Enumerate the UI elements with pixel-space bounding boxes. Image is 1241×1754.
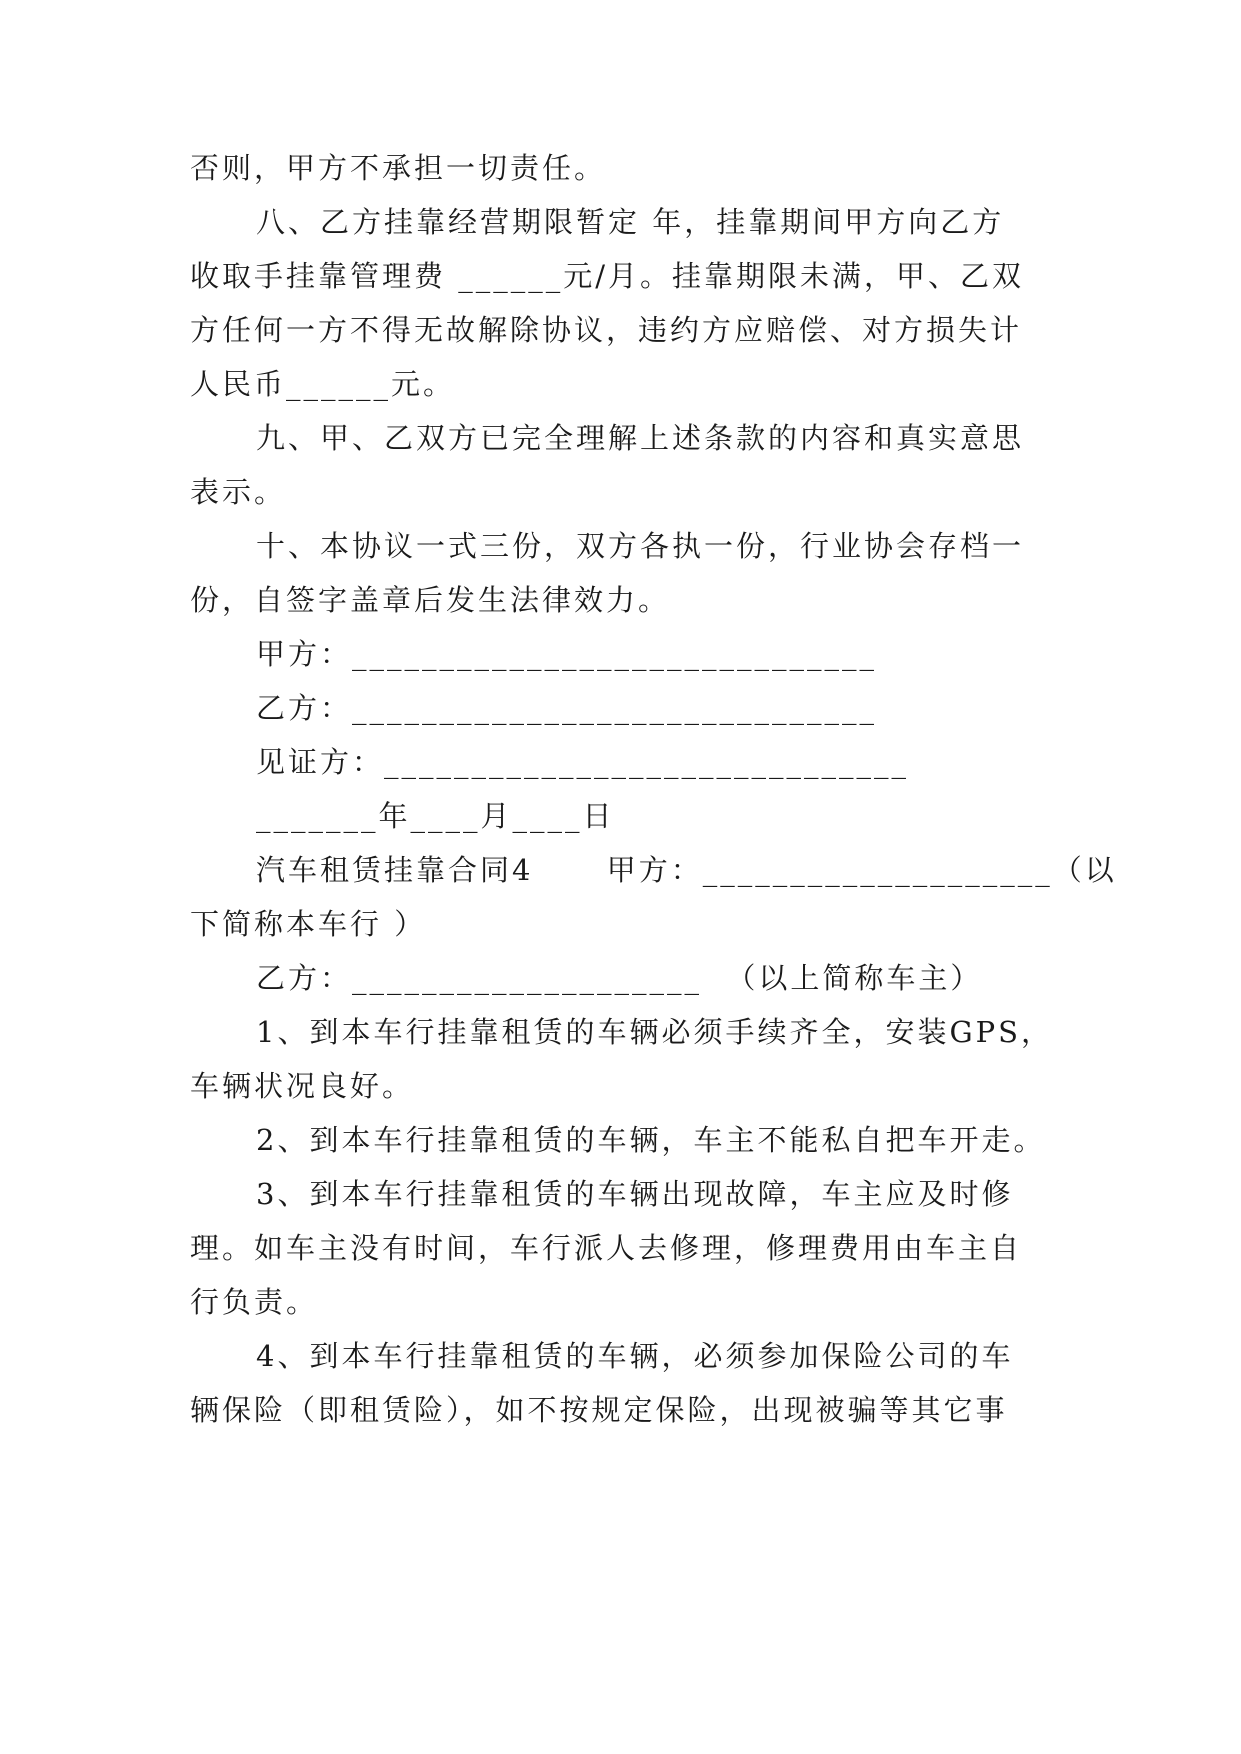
text-line: 下简称本车行 ） [190,907,427,941]
text-line: 人民币______元。 [190,367,456,401]
text-line: 辆保险（即租赁险），如不按规定保险，出现被骗等其它事 [190,1393,1008,1427]
text-line: 表示。 [190,475,287,509]
signature-line-witness: 见证方：______________________________ [256,745,910,779]
text-line: 3、到本车行挂靠租赁的车辆出现故障，车主应及时修 [256,1177,1014,1211]
text-line: 1、到本车行挂靠租赁的车辆必须手续齐全，安装GPS， [256,1015,1053,1049]
signature-line-party-b: 乙方：______________________________ [256,691,878,725]
text-line: 4、到本车行挂靠租赁的车辆，必须参加保险公司的车 [256,1339,1014,1373]
text-line: 车辆状况良好。 [190,1069,415,1103]
date-line: _______年____月____日 [256,799,615,833]
signature-line-party-a: 甲方：______________________________ [256,637,878,671]
text-line: 九、甲、乙双方已完全理解上述条款的内容和真实意思 [256,421,1025,455]
text-line: 2、到本车行挂靠租赁的车辆，车主不能私自把车开走。 [256,1123,1046,1157]
text-line: 十、本协议一式三份，双方各执一份，行业协会存档一 [256,529,1025,563]
text-line: 理。如车主没有时间，车行派人去修理，修理费用由车主自 [190,1231,1023,1265]
text-line: 行负责。 [190,1285,319,1319]
text-line: 否则，甲方不承担一切责任。 [190,151,607,185]
text-line: 八、乙方挂靠经营期限暂定 年，挂靠期间甲方向乙方 [256,205,1005,239]
text-line: 收取手挂靠管理费 ______元/月。挂靠期限未满，甲、乙双 [190,259,1024,293]
text-line: 份，自签字盖章后发生法律效力。 [190,583,671,617]
text-line: 乙方：____________________ （以上简称车主） [256,961,983,995]
contract-heading-line: 汽车租赁挂靠合同4 甲方：____________________（以 [256,853,1117,887]
text-line: 方任何一方不得无故解除协议，违约方应赔偿、对方损失计 [190,313,1023,347]
